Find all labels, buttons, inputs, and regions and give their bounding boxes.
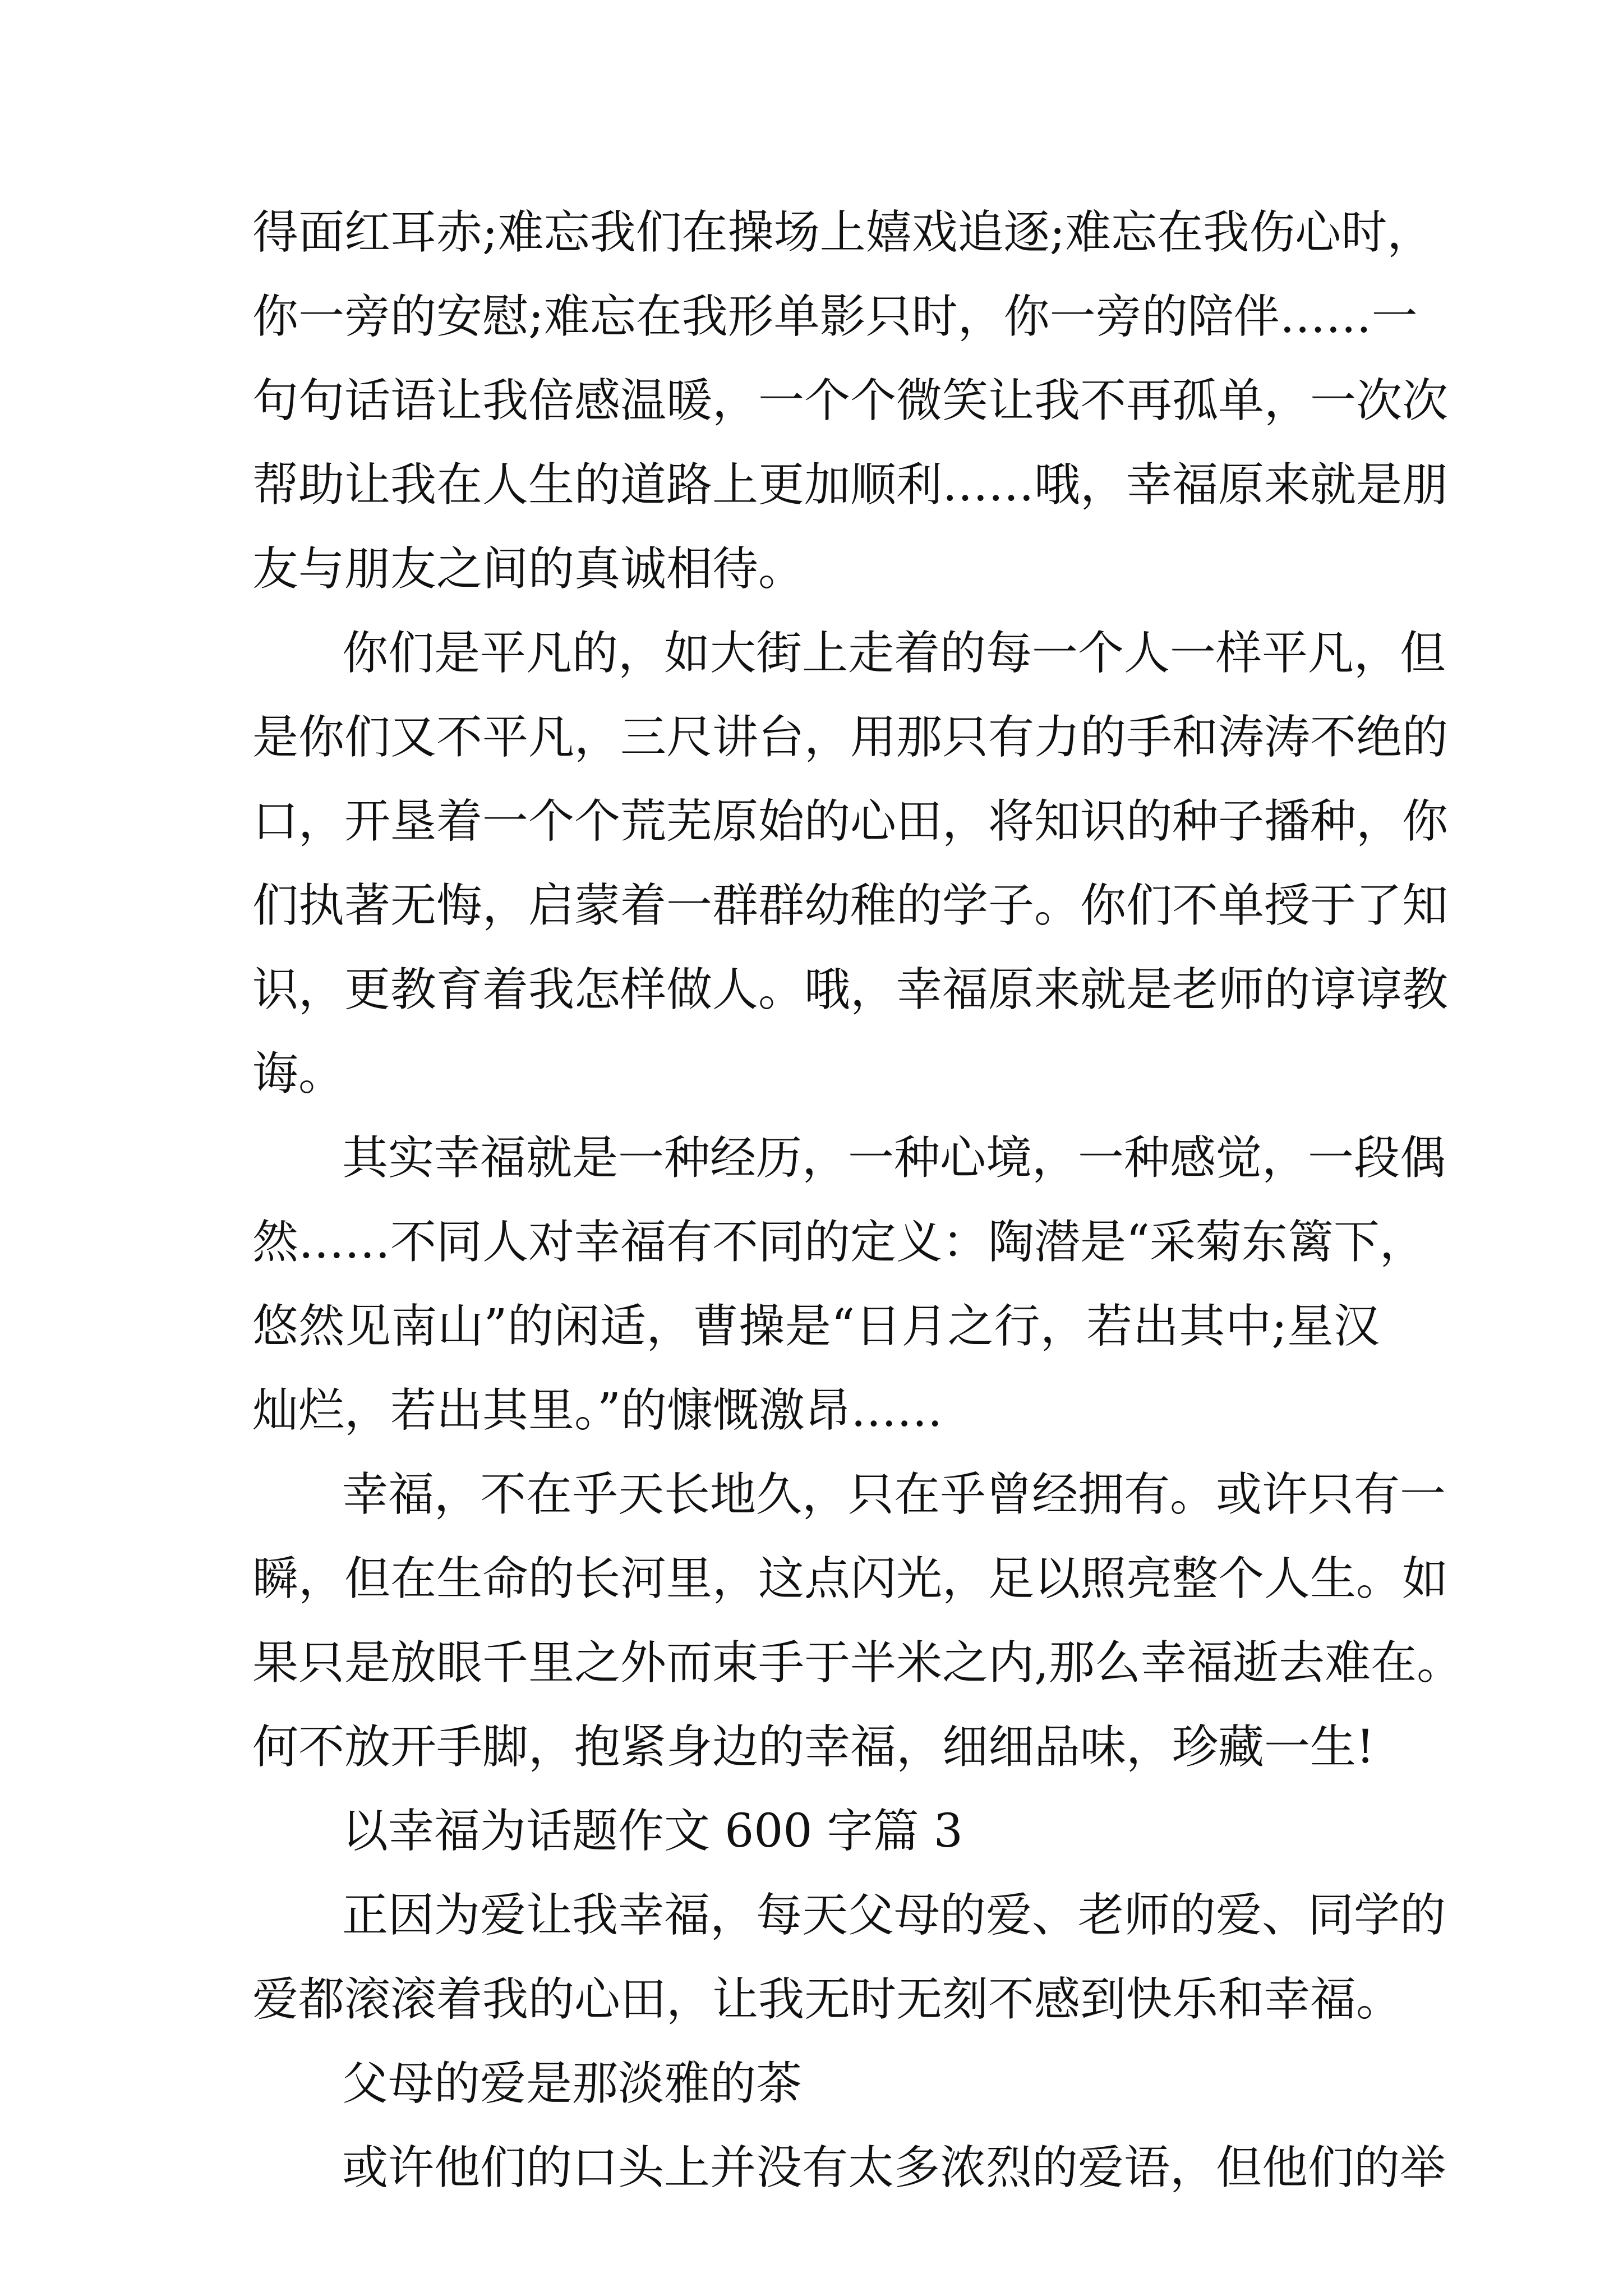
text-line: 悠然见南山”的闲适，曹操是“日月之行，若出其中;星汉 xyxy=(252,1300,1380,1353)
text-line: 果只是放眼千里之外而束手于半米之内,那么幸福逝去难在。 xyxy=(252,1636,1463,1690)
section-heading: 以幸福为话题作文 600 字篇 3 xyxy=(342,1805,963,1858)
text-line: 瞬，但在生命的长河里，这点闪光，足以照亮整个人生。如 xyxy=(252,1552,1449,1605)
text-line: 你一旁的安慰;难忘在我形单影只时，你一旁的陪伴……一 xyxy=(252,290,1418,343)
text-line: 爱都滚滚着我的心田，让我无时无刻不感到快乐和幸福。 xyxy=(252,1973,1403,2026)
text-line: 友与朋友之间的真诚相待。 xyxy=(252,542,805,596)
text-line: 口，开垦着一个个荒芜原始的心田，将知识的种子播种，你 xyxy=(252,795,1449,848)
text-line: 幸福，不在乎天长地久，只在乎曾经拥有。或许只有一 xyxy=(342,1468,1446,1521)
text-line: 帮助让我在人生的道路上更加顺利……哦，幸福原来就是朋 xyxy=(252,458,1449,512)
text-line: 得面红耳赤;难忘我们在操场上嬉戏追逐;难忘在我伤心时， xyxy=(252,206,1433,259)
text-line: 你们是平凡的，如大街上走着的每一个人一样平凡，但 xyxy=(342,627,1446,680)
text-line: 父母的爱是那淡雅的茶 xyxy=(342,2057,803,2110)
text-line: 其实幸福就是一种经历，一种心境，一种感觉，一段偶 xyxy=(342,1131,1446,1185)
text-line: 或许他们的口头上并没有太多浓烈的爱语，但他们的举 xyxy=(342,2141,1446,2194)
text-line: 然……不同人对幸福有不同的定义：陶潜是“采菊东篱下， xyxy=(252,1216,1426,1269)
text-line: 灿烂，若出其里。”的慷慨激昂…… xyxy=(252,1384,943,1437)
text-line: 识，更教育着我怎样做人。哦，幸福原来就是老师的谆谆教 xyxy=(252,963,1449,1016)
text-line: 诲。 xyxy=(252,1047,345,1101)
text-line: 是你们又不平凡，三尺讲台，用那只有力的手和涛涛不绝的 xyxy=(252,711,1449,764)
text-line: 句句话语让我倍感温暖，一个个微笑让我不再孤单，一次次 xyxy=(252,374,1449,427)
text-line: 正因为爱让我幸福，每天父母的爱、老师的爱、同学的 xyxy=(342,1889,1446,1942)
text-line: 何不放开手脚，抱紧身边的幸福，细细品味，珍藏一生! xyxy=(252,1720,1375,1774)
text-line: 们执著无悔，启蒙着一群群幼稚的学子。你们不单授于了知 xyxy=(252,879,1449,932)
